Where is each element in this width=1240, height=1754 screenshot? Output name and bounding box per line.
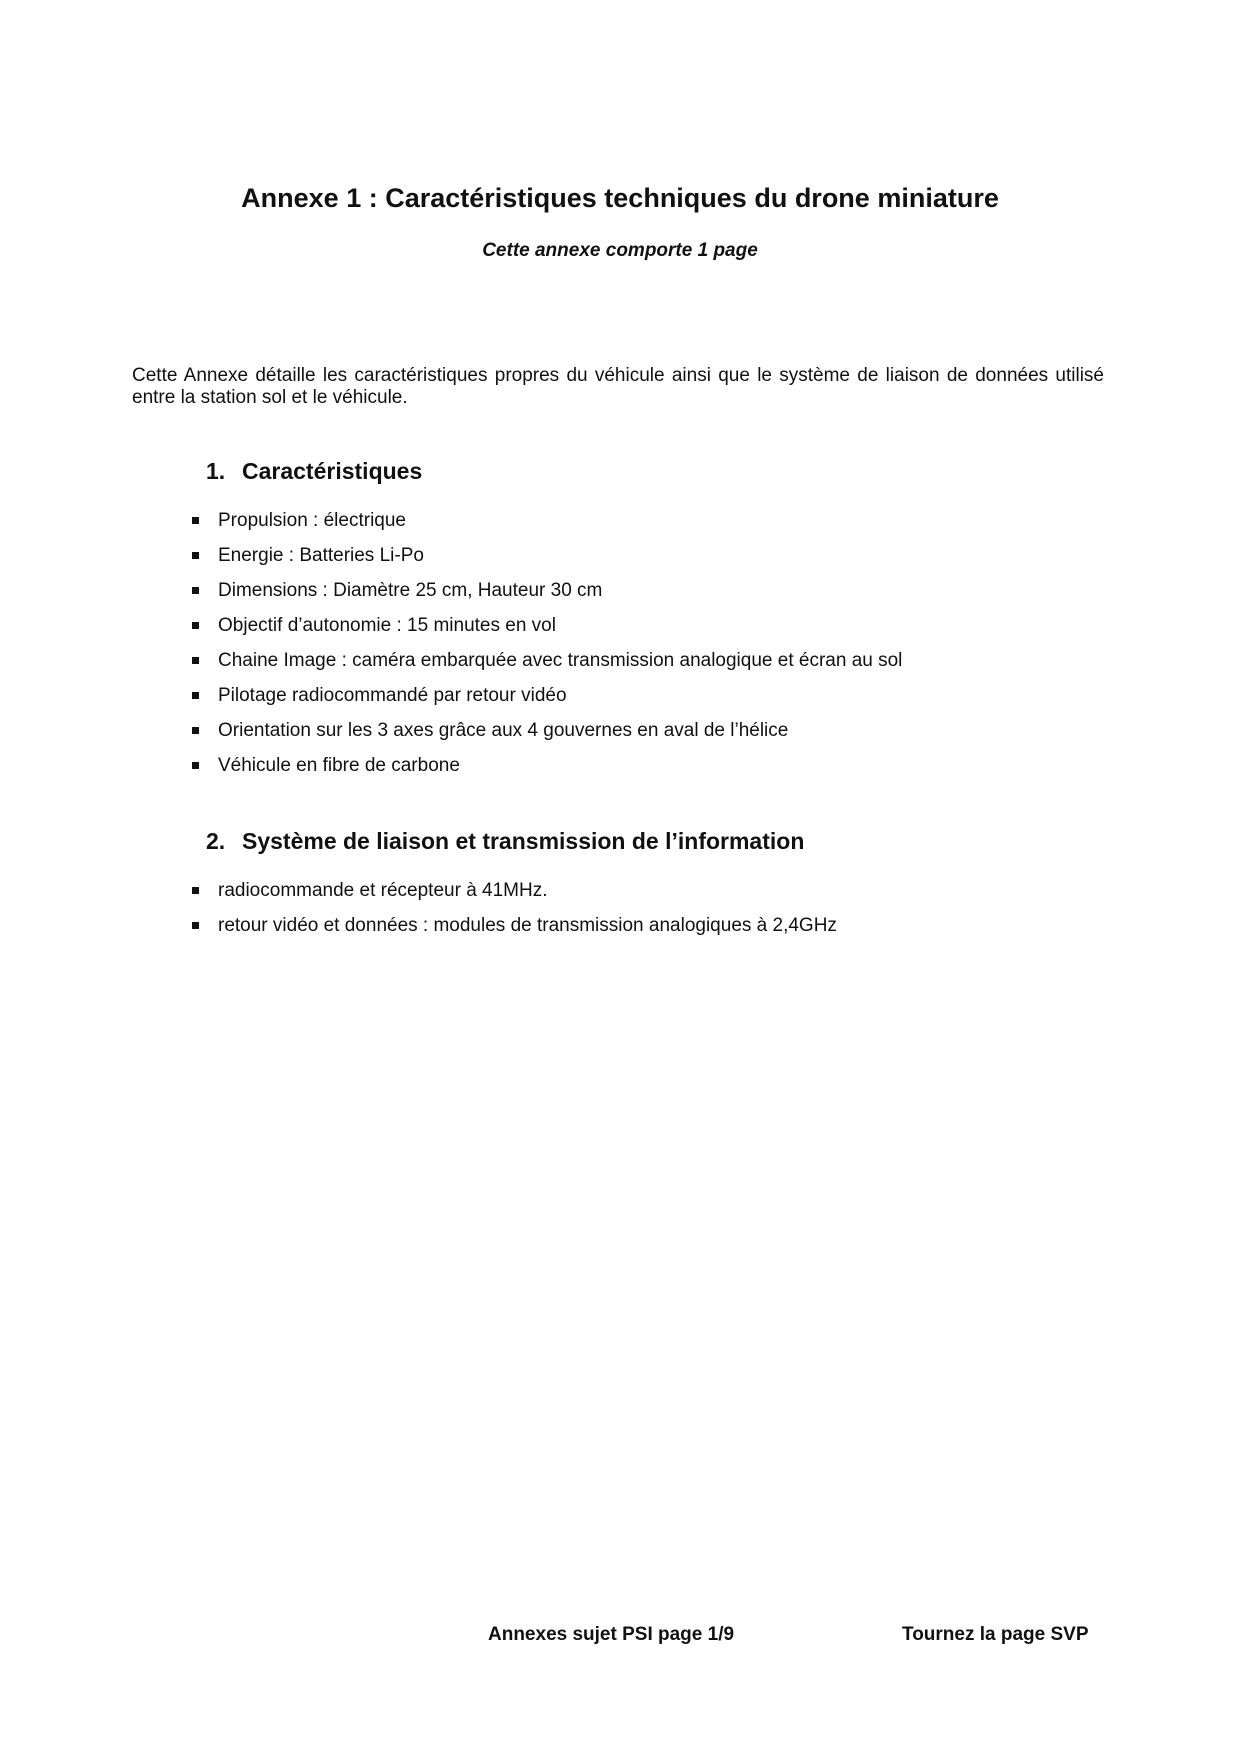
square-bullet-icon — [192, 887, 199, 894]
list-item-text: Orientation sur les 3 axes grâce aux 4 gouvernes en aval de l’hélice — [218, 720, 789, 741]
square-bullet-icon — [192, 692, 199, 699]
square-bullet-icon — [192, 762, 199, 769]
list-item-text: Dimensions : Diamètre 25 cm, Hauteur 30 cm — [218, 580, 603, 601]
page-title: Annexe 1 : Caractéristiques techniques du drone miniature — [241, 183, 999, 213]
list-item — [190, 608, 902, 643]
intro-paragraph: Cette Annexe détaille les caractéristiques propres du véhicule ainsi que le système de liaison de données utilisé entre la station sol et le véhicule. — [132, 365, 1104, 408]
list-item-text: Energie : Batteries Li-Po — [218, 545, 424, 566]
list-item — [190, 678, 902, 713]
list-item — [190, 908, 837, 943]
list-item-text: Propulsion : électrique — [218, 510, 406, 531]
square-bullet-icon — [192, 622, 199, 629]
section-title: Caractéristiques — [242, 458, 423, 484]
footer-turn-page: Tournez la page SVP — [902, 1624, 1089, 1645]
section-heading-caracteristiques — [206, 456, 422, 486]
square-bullet-icon — [192, 657, 199, 664]
section-number: 1. — [206, 458, 226, 484]
list-item-text: Véhicule en fibre de carbone — [218, 755, 460, 776]
footer-page-label: Annexes sujet PSI page 1/9 — [488, 1624, 735, 1645]
list-item-text: retour vidéo et données : modules de transmission analogiques à 2,4GHz — [218, 915, 837, 936]
list-item-text: Chaine Image : caméra embarquée avec transmission analogique et écran au sol — [218, 650, 903, 671]
section-number: 2. — [206, 828, 226, 854]
list-item — [190, 713, 902, 748]
square-bullet-icon — [192, 727, 199, 734]
list-item — [190, 538, 902, 573]
section-heading-systeme-liaison — [206, 826, 804, 856]
square-bullet-icon — [192, 922, 199, 929]
list-item-text: Pilotage radiocommandé par retour vidéo — [218, 685, 567, 706]
square-bullet-icon — [192, 517, 199, 524]
list-item — [190, 503, 902, 538]
list-item — [190, 748, 902, 783]
list-item — [190, 873, 837, 908]
section-title: Système de liaison et transmission de l’information — [242, 828, 805, 854]
page-subtitle: Cette annexe comporte 1 page — [482, 240, 758, 261]
square-bullet-icon — [192, 552, 199, 559]
caracteristiques-list — [190, 503, 902, 783]
list-item-text: Objectif d’autonomie : 15 minutes en vol — [218, 615, 556, 636]
liaison-list — [190, 873, 837, 943]
list-item — [190, 643, 902, 678]
list-item — [190, 573, 902, 608]
list-item-text: radiocommande et récepteur à 41MHz. — [218, 880, 548, 901]
square-bullet-icon — [192, 587, 199, 594]
